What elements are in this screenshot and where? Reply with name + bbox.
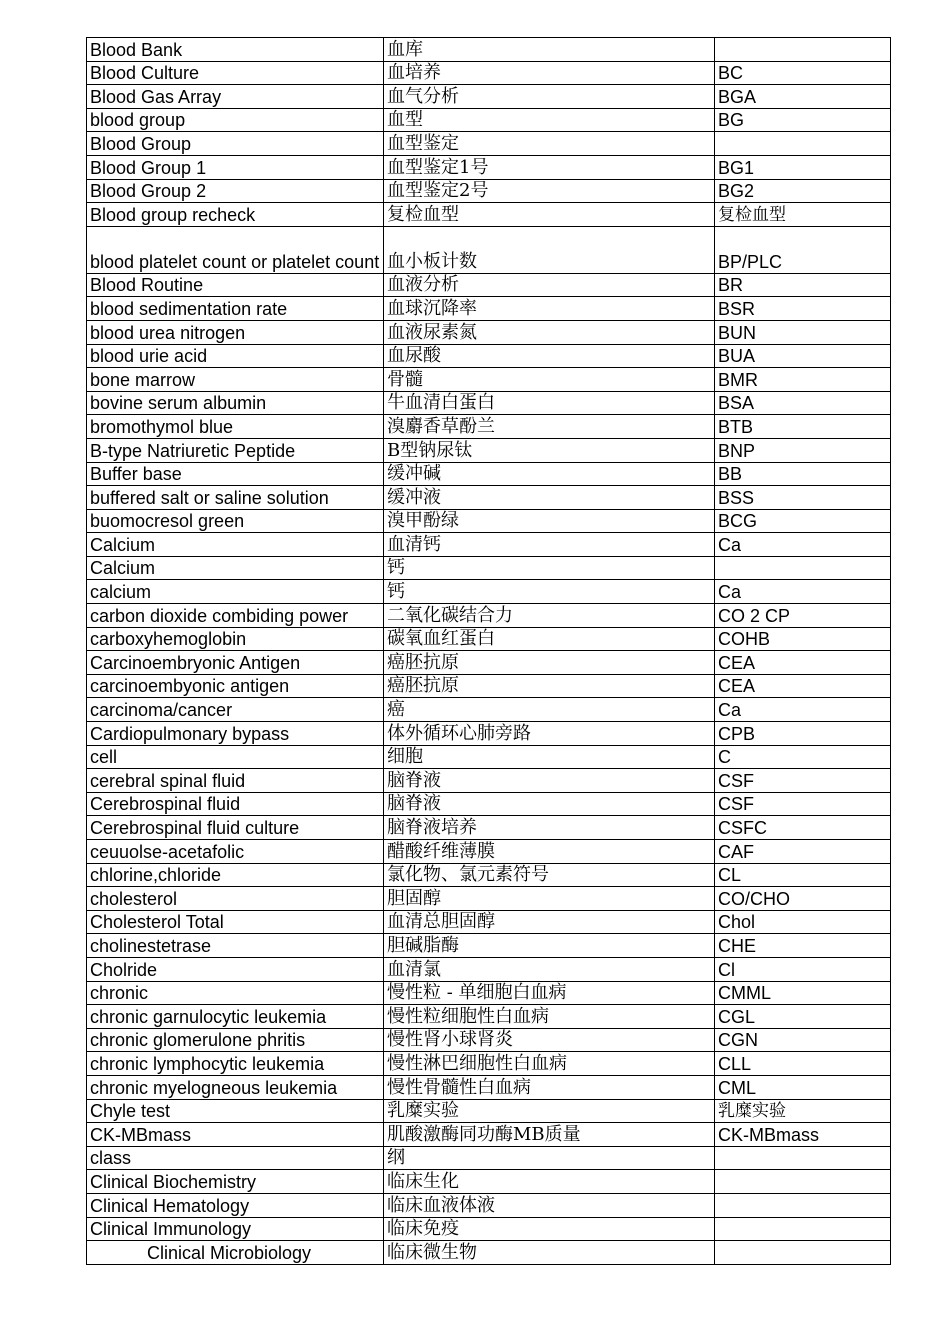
english-term-cell: bovine serum albumin — [87, 391, 384, 415]
english-term-cell: bone marrow — [87, 368, 384, 392]
table-row — [87, 887, 891, 911]
table-row — [87, 155, 891, 179]
abbreviation-cell: BC — [715, 61, 891, 85]
chinese-term-cell: 癌胚抗原 — [384, 651, 715, 675]
table-row — [87, 1146, 891, 1170]
english-term-cell: Clinical Immunology — [87, 1217, 384, 1241]
abbreviation-cell: BG1 — [715, 155, 891, 179]
english-term-cell: Cholesterol Total — [87, 910, 384, 934]
chinese-term-cell: 慢性粒细胞性白血病 — [384, 1005, 715, 1029]
english-term-cell: Buffer base — [87, 462, 384, 486]
english-term-cell: Clinical Hematology — [87, 1193, 384, 1217]
chinese-term-cell: 血清钙 — [384, 533, 715, 557]
chinese-term-cell: 复检血型 — [384, 203, 715, 227]
english-term-cell: Cholride — [87, 957, 384, 981]
chinese-term-cell: 临床微生物 — [384, 1241, 715, 1265]
chinese-term-cell: 血型鉴定2号 — [384, 179, 715, 203]
english-term-cell: buomocresol green — [87, 509, 384, 533]
abbreviation-cell: 乳糜实验 — [715, 1099, 891, 1123]
abbreviation-cell — [715, 1170, 891, 1194]
chinese-term-cell: 癌胚抗原 — [384, 674, 715, 698]
table-row — [87, 1099, 891, 1123]
chinese-term-cell: 胆固醇 — [384, 887, 715, 911]
table-row — [87, 344, 891, 368]
abbreviation-cell: CEA — [715, 651, 891, 675]
abbreviation-cell — [715, 132, 891, 156]
table-row — [87, 556, 891, 580]
english-term-cell: Calcium — [87, 533, 384, 557]
english-term-cell: chronic — [87, 981, 384, 1005]
chinese-term-cell: 细胞 — [384, 745, 715, 769]
abbreviation-cell: CO/CHO — [715, 887, 891, 911]
table-row — [87, 368, 891, 392]
english-term-cell: chronic glomerulone phritis — [87, 1028, 384, 1052]
table-row — [87, 226, 891, 273]
table-row — [87, 698, 891, 722]
english-term-cell: ceuuolse-acetafolic — [87, 840, 384, 864]
chinese-term-cell: 慢性淋巴细胞性白血病 — [384, 1052, 715, 1076]
english-term-cell: blood group — [87, 108, 384, 132]
english-term-cell: Clinical Biochemistry — [87, 1170, 384, 1194]
abbreviation-cell: BR — [715, 273, 891, 297]
abbreviation-cell: Ca — [715, 580, 891, 604]
table-row — [87, 745, 891, 769]
table-row — [87, 816, 891, 840]
english-term-cell: Calcium — [87, 556, 384, 580]
english-term-cell: blood platelet count or platelet count — [87, 226, 384, 273]
abbreviation-cell: BB — [715, 462, 891, 486]
abbreviation-cell — [715, 1146, 891, 1170]
abbreviation-cell — [715, 1217, 891, 1241]
table-row — [87, 1241, 891, 1265]
chinese-term-cell: 脑脊液 — [384, 769, 715, 793]
abbreviation-cell: CSF — [715, 769, 891, 793]
abbreviation-cell: Cl — [715, 957, 891, 981]
english-term-cell: Blood Bank — [87, 38, 384, 62]
table-body — [87, 38, 891, 1265]
abbreviation-cell: CO 2 CP — [715, 604, 891, 628]
table-row — [87, 85, 891, 109]
abbreviation-cell: Ca — [715, 698, 891, 722]
chinese-term-cell: 血型鉴定1号 — [384, 155, 715, 179]
abbreviation-cell: BNP — [715, 438, 891, 462]
abbreviation-cell — [715, 38, 891, 62]
abbreviation-cell: CLL — [715, 1052, 891, 1076]
chinese-term-cell: 肌酸激酶同功酶MB质量 — [384, 1123, 715, 1147]
chinese-term-cell: 血型鉴定 — [384, 132, 715, 156]
abbreviation-cell: CHE — [715, 934, 891, 958]
english-term-cell: class — [87, 1146, 384, 1170]
table-row — [87, 391, 891, 415]
chinese-term-cell: 纲 — [384, 1146, 715, 1170]
abbreviation-cell: BMR — [715, 368, 891, 392]
chinese-term-cell: 慢性肾小球肾炎 — [384, 1028, 715, 1052]
english-term-cell: bromothymol blue — [87, 415, 384, 439]
english-term-cell: calcium — [87, 580, 384, 604]
table-row — [87, 769, 891, 793]
english-term-cell: B-type Natriuretic Peptide — [87, 438, 384, 462]
abbreviation-cell: CL — [715, 863, 891, 887]
table-row — [87, 108, 891, 132]
chinese-term-cell: 临床免疫 — [384, 1217, 715, 1241]
english-term-cell: carboxyhemoglobin — [87, 627, 384, 651]
table-row — [87, 981, 891, 1005]
chinese-term-cell: 血型 — [384, 108, 715, 132]
table-row — [87, 415, 891, 439]
table-row — [87, 1123, 891, 1147]
abbreviation-cell: BUA — [715, 344, 891, 368]
table-row — [87, 297, 891, 321]
chinese-term-cell: 脑脊液培养 — [384, 816, 715, 840]
english-term-cell: chlorine,chloride — [87, 863, 384, 887]
abbreviation-cell: CPB — [715, 722, 891, 746]
chinese-term-cell: 醋酸纤维薄膜 — [384, 840, 715, 864]
english-term-cell: Cerebrospinal fluid culture — [87, 816, 384, 840]
table-row — [87, 320, 891, 344]
english-term-cell: Blood Culture — [87, 61, 384, 85]
chinese-term-cell: 血库 — [384, 38, 715, 62]
abbreviation-cell: CEA — [715, 674, 891, 698]
english-term-cell: Blood group recheck — [87, 203, 384, 227]
english-term-cell: cholesterol — [87, 887, 384, 911]
chinese-term-cell: 骨髓 — [384, 368, 715, 392]
chinese-term-cell: 钙 — [384, 580, 715, 604]
abbreviation-cell: CML — [715, 1075, 891, 1099]
abbreviation-cell: BSS — [715, 486, 891, 510]
abbreviation-cell: BGA — [715, 85, 891, 109]
table-row — [87, 1193, 891, 1217]
english-term-cell: Blood Group 2 — [87, 179, 384, 203]
english-term-cell: CK-MBmass — [87, 1123, 384, 1147]
chinese-term-cell: 溴甲酚绿 — [384, 509, 715, 533]
table-row — [87, 38, 891, 62]
abbreviation-cell: BSA — [715, 391, 891, 415]
chinese-term-cell: 血清氯 — [384, 957, 715, 981]
chinese-term-cell: 临床血液体液 — [384, 1193, 715, 1217]
table-row — [87, 438, 891, 462]
english-term-cell: carbon dioxide combiding power — [87, 604, 384, 628]
table-row — [87, 509, 891, 533]
chinese-term-cell: 溴麝香草酚兰 — [384, 415, 715, 439]
english-term-cell: blood urea nitrogen — [87, 320, 384, 344]
abbreviation-cell: CSFC — [715, 816, 891, 840]
table-row — [87, 792, 891, 816]
english-term-cell: Blood Group 1 — [87, 155, 384, 179]
table-row — [87, 533, 891, 557]
table-row — [87, 580, 891, 604]
chinese-term-cell: 癌 — [384, 698, 715, 722]
chinese-term-cell: B型钠尿钛 — [384, 438, 715, 462]
english-term-cell: carcinoembyonic antigen — [87, 674, 384, 698]
chinese-term-cell: 慢性骨髓性白血病 — [384, 1075, 715, 1099]
terminology-table — [86, 37, 891, 1265]
table-row — [87, 1075, 891, 1099]
table-row — [87, 462, 891, 486]
chinese-term-cell: 牛血清白蛋白 — [384, 391, 715, 415]
table-row — [87, 604, 891, 628]
english-term-cell: Blood Routine — [87, 273, 384, 297]
table-row — [87, 1028, 891, 1052]
table-row — [87, 627, 891, 651]
chinese-term-cell: 血尿酸 — [384, 344, 715, 368]
abbreviation-cell: CGL — [715, 1005, 891, 1029]
abbreviation-cell: BUN — [715, 320, 891, 344]
table-row — [87, 1170, 891, 1194]
chinese-term-cell: 脑脊液 — [384, 792, 715, 816]
abbreviation-cell — [715, 1241, 891, 1265]
abbreviation-cell: 复检血型 — [715, 203, 891, 227]
table-row — [87, 934, 891, 958]
abbreviation-cell: COHB — [715, 627, 891, 651]
table-row — [87, 273, 891, 297]
table-row — [87, 840, 891, 864]
table-row — [87, 651, 891, 675]
chinese-term-cell: 血液分析 — [384, 273, 715, 297]
abbreviation-cell: BP/PLC — [715, 226, 891, 273]
english-term-cell: carcinoma/cancer — [87, 698, 384, 722]
chinese-term-cell: 血气分析 — [384, 85, 715, 109]
table-row — [87, 1217, 891, 1241]
english-term-cell: Chyle test — [87, 1099, 384, 1123]
chinese-term-cell: 体外循环心肺旁路 — [384, 722, 715, 746]
table-row — [87, 1005, 891, 1029]
english-term-cell: Cardiopulmonary bypass — [87, 722, 384, 746]
abbreviation-cell: CSF — [715, 792, 891, 816]
abbreviation-cell: BG — [715, 108, 891, 132]
english-term-cell: chronic myelogneous leukemia — [87, 1075, 384, 1099]
english-term-cell: chronic garnulocytic leukemia — [87, 1005, 384, 1029]
abbreviation-cell — [715, 556, 891, 580]
table-row — [87, 179, 891, 203]
abbreviation-cell: BCG — [715, 509, 891, 533]
abbreviation-cell: C — [715, 745, 891, 769]
chinese-term-cell: 临床生化 — [384, 1170, 715, 1194]
chinese-term-cell: 血清总胆固醇 — [384, 910, 715, 934]
chinese-term-cell: 血球沉降率 — [384, 297, 715, 321]
table-row — [87, 910, 891, 934]
table-row — [87, 203, 891, 227]
english-term-cell: cerebral spinal fluid — [87, 769, 384, 793]
table-row — [87, 722, 891, 746]
english-term-cell: Carcinoembryonic Antigen — [87, 651, 384, 675]
table-row — [87, 486, 891, 510]
chinese-term-cell: 氯化物、氯元素符号 — [384, 863, 715, 887]
english-term-cell: cholinestetrase — [87, 934, 384, 958]
english-term-cell: Cerebrospinal fluid — [87, 792, 384, 816]
english-term-cell: Clinical Microbiology — [87, 1241, 384, 1265]
chinese-term-cell: 乳糜实验 — [384, 1099, 715, 1123]
abbreviation-cell: CMML — [715, 981, 891, 1005]
abbreviation-cell: BSR — [715, 297, 891, 321]
table-row — [87, 61, 891, 85]
chinese-term-cell: 血液尿素氮 — [384, 320, 715, 344]
chinese-term-cell: 钙 — [384, 556, 715, 580]
chinese-term-cell: 血培养 — [384, 61, 715, 85]
english-term-cell: blood urie acid — [87, 344, 384, 368]
table-row — [87, 1052, 891, 1076]
english-term-cell: Blood Gas Array — [87, 85, 384, 109]
chinese-term-cell: 缓冲碱 — [384, 462, 715, 486]
chinese-term-cell: 血小板计数 — [384, 226, 715, 273]
chinese-term-cell: 缓冲液 — [384, 486, 715, 510]
chinese-term-cell: 二氧化碳结合力 — [384, 604, 715, 628]
chinese-term-cell: 慢性粒 - 单细胞白血病 — [384, 981, 715, 1005]
english-term-cell: cell — [87, 745, 384, 769]
english-term-cell: blood sedimentation rate — [87, 297, 384, 321]
abbreviation-cell: CAF — [715, 840, 891, 864]
abbreviation-cell: CK-MBmass — [715, 1123, 891, 1147]
english-term-cell: buffered salt or saline solution — [87, 486, 384, 510]
abbreviation-cell: Ca — [715, 533, 891, 557]
abbreviation-cell: CGN — [715, 1028, 891, 1052]
chinese-term-cell: 胆碱脂酶 — [384, 934, 715, 958]
abbreviation-cell: BTB — [715, 415, 891, 439]
english-term-cell: Blood Group — [87, 132, 384, 156]
abbreviation-cell: Chol — [715, 910, 891, 934]
table-row — [87, 132, 891, 156]
table-row — [87, 863, 891, 887]
abbreviation-cell — [715, 1193, 891, 1217]
table-row — [87, 674, 891, 698]
chinese-term-cell: 碳氧血红蛋白 — [384, 627, 715, 651]
abbreviation-cell: BG2 — [715, 179, 891, 203]
table-row — [87, 957, 891, 981]
english-term-cell: chronic lymphocytic leukemia — [87, 1052, 384, 1076]
